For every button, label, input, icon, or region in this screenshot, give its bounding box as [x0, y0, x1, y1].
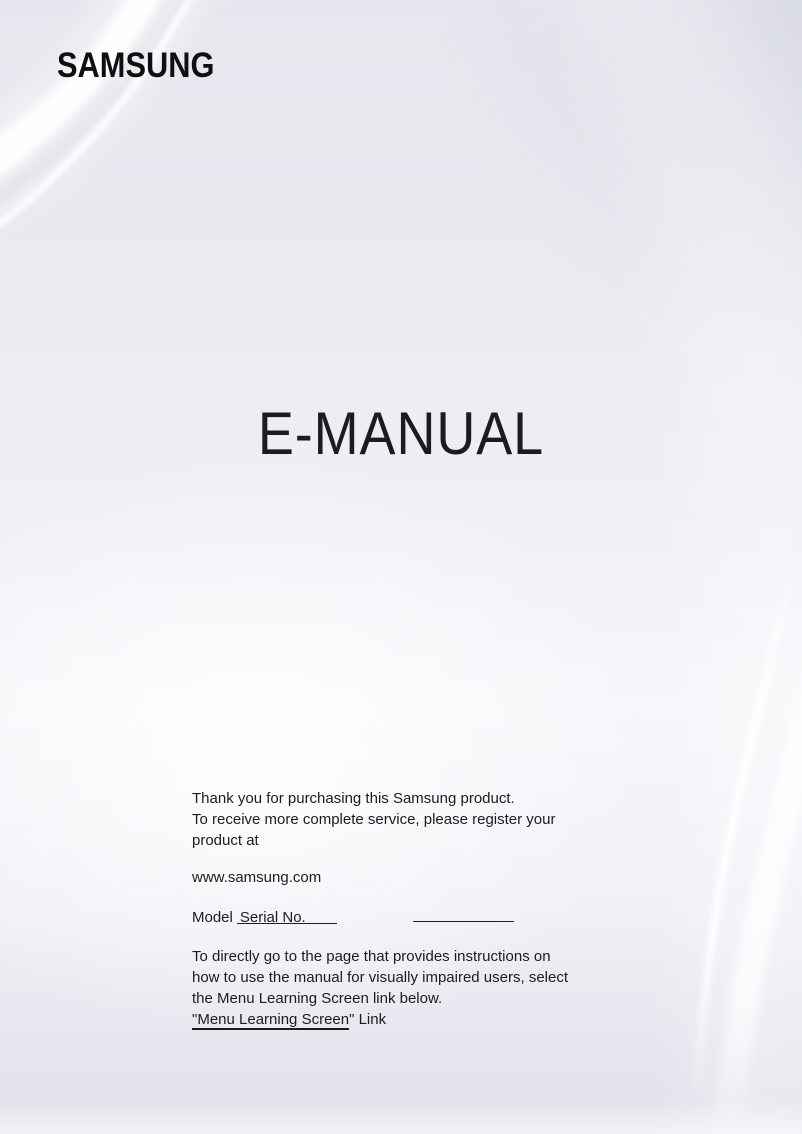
- serial-no-blank: Serial No.: [237, 907, 337, 924]
- page-title: E-MANUAL: [257, 400, 545, 467]
- text-line: To directly go to the page that provides instructions on: [192, 948, 551, 965]
- menu-learning-screen-link-line: [192, 1009, 632, 1030]
- samsung-logo: SAMSUNG: [57, 46, 215, 85]
- model-fill-blank: [413, 905, 514, 922]
- model-line: [192, 905, 632, 928]
- text-line: how to use the manual for visually impaired users, select: [192, 969, 569, 986]
- link-suffix: " Link: [349, 1011, 387, 1028]
- text-line: product at: [192, 832, 259, 849]
- info-block: [192, 788, 632, 1030]
- text-line: Thank you for purchasing this Samsung product.: [192, 790, 515, 807]
- thanks-paragraph: [192, 788, 632, 851]
- text-line: the Menu Learning Screen link below.: [192, 990, 443, 1007]
- website-text: www.samsung.com: [192, 869, 322, 886]
- model-label: Model: [192, 909, 233, 926]
- menu-learning-screen-link[interactable]: "Menu Learning Screen: [192, 1011, 350, 1028]
- accessibility-note: [192, 946, 632, 1009]
- text-line: To receive more complete service, please register your: [192, 811, 556, 828]
